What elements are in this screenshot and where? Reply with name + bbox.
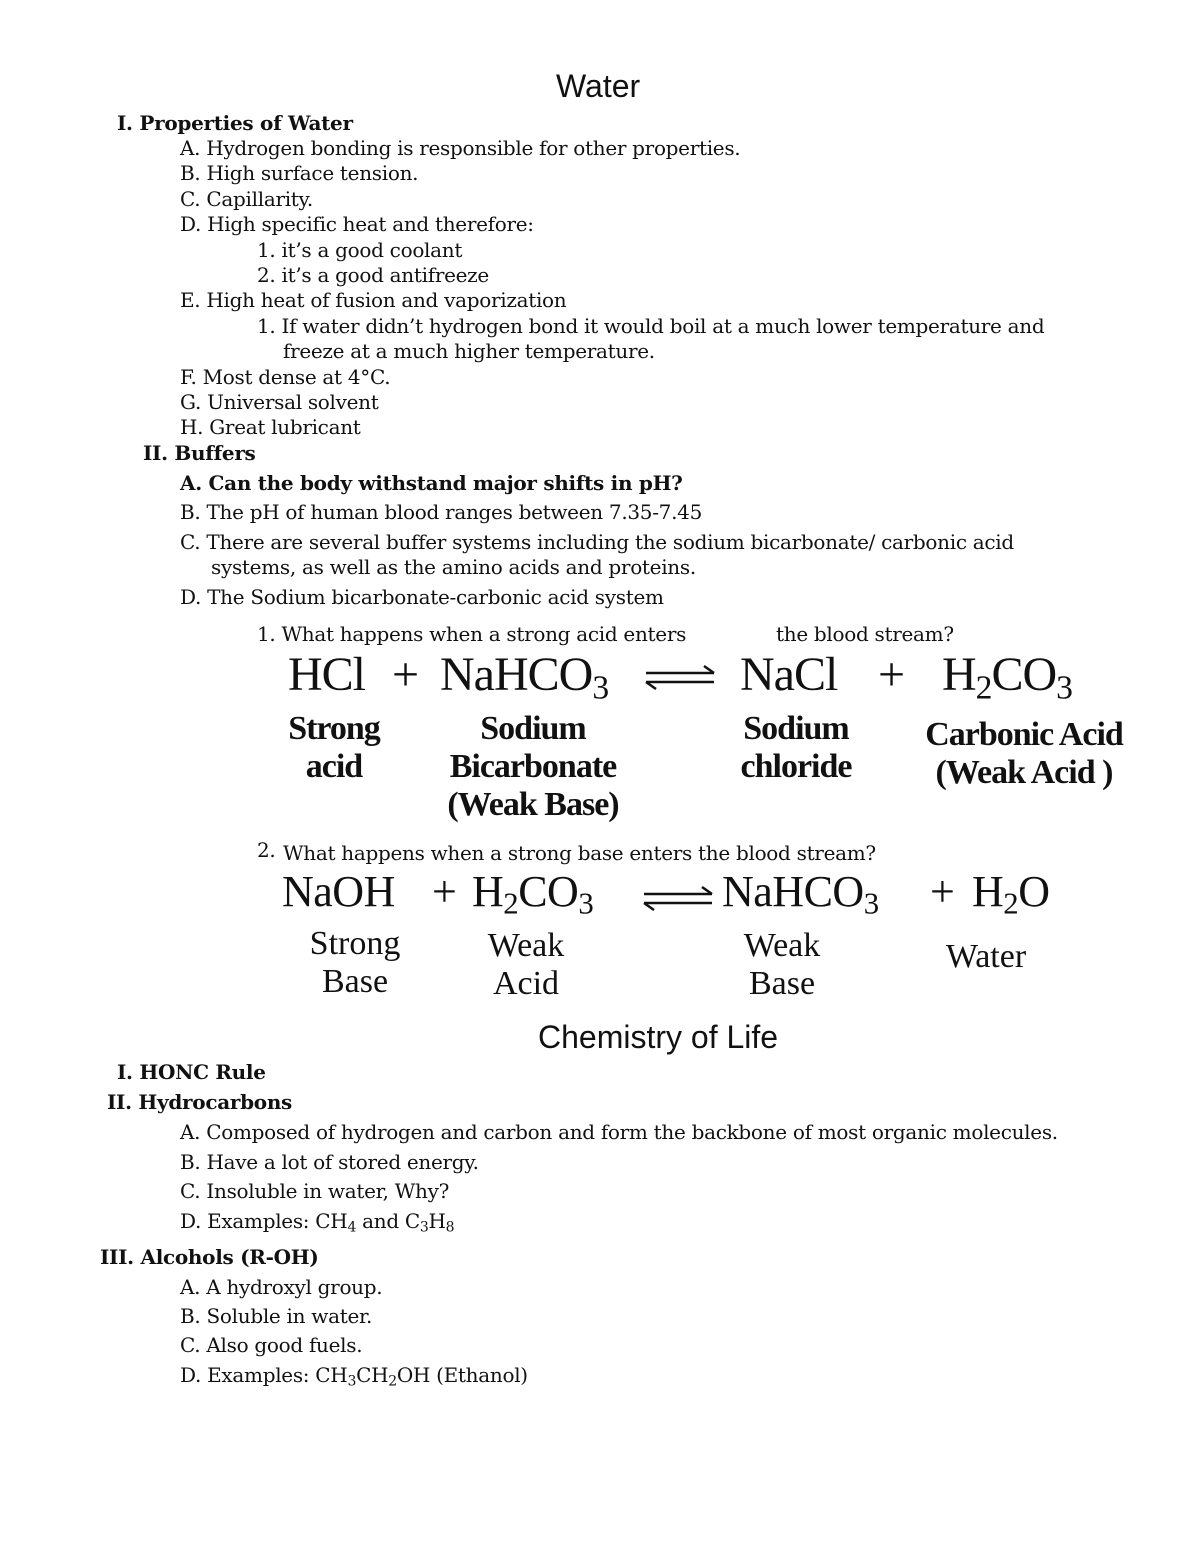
label-weak-acid: Weak Acid	[487, 927, 565, 1002]
equation-plus: +	[392, 648, 419, 701]
question-number: 2.	[257, 838, 276, 862]
list-item: D. The Sodium bicarbonate-carbonic acid system	[180, 585, 664, 609]
question: What happens when a strong base enters the blood stream?	[283, 841, 876, 865]
list-item: 2. it’s a good antifreeze	[257, 263, 489, 287]
section-heading: II. Hydrocarbons	[107, 1090, 293, 1114]
equilibrium-arrow-icon	[642, 885, 714, 911]
list-item: A. Hydrogen bonding is responsible for other properties.	[180, 136, 741, 160]
section-heading: III. Alcohols (R-OH)	[100, 1245, 319, 1269]
list-item: freeze at a much higher temperature.	[283, 339, 655, 363]
equation-product: $H_2CO_3$	[942, 648, 1072, 707]
label-strong-base: Strong Base	[309, 925, 401, 1000]
list-item: D. High specific heat and therefore:	[180, 212, 534, 236]
list-item: G. Universal solvent	[180, 390, 379, 414]
page-title: Water	[556, 68, 641, 104]
label-carbonic-acid: Carbonic Acid (Weak Acid )	[925, 716, 1123, 791]
list-item: F. Most dense at 4°C.	[180, 365, 391, 389]
section-heading: I. Properties of Water	[117, 111, 353, 135]
list-item: systems, as well as the amino acids and proteins.	[211, 555, 696, 579]
equation-reactant: NaHCO$_3$	[440, 648, 609, 707]
question: the blood stream?	[776, 622, 954, 646]
equation-plus: +	[878, 648, 905, 701]
list-item: C. There are several buffer systems including the sodium bicarbonate/ carbonic acid	[180, 530, 1014, 554]
list-item: C. Capillarity.	[180, 187, 313, 211]
equation-reactant: HCl	[288, 648, 366, 701]
list-item: D. Examples: $CH_4$ and $C_3H_8$	[180, 1209, 455, 1236]
question: 1. What happens when a strong acid enters	[257, 622, 687, 646]
list-item: B. The pH of human blood ranges between 7.35-7.45	[180, 500, 703, 524]
equilibrium-arrow-icon	[644, 664, 716, 690]
list-item: 1. If water didn’t hydrogen bond it would boil at a much lower temperature and	[257, 314, 1045, 338]
equation-product: NaCl	[740, 648, 838, 701]
label-sodium-chloride: Sodium chloride	[740, 710, 852, 785]
section-title: Chemistry of Life	[538, 1019, 779, 1055]
equation-product: NaHCO$_3$	[722, 867, 879, 921]
label-strong-acid: Strong acid	[288, 710, 380, 785]
list-item: A. Can the body withstand major shifts in pH?	[180, 471, 683, 495]
equation-reactant: NaOH	[282, 867, 395, 916]
equation-plus: +	[930, 867, 955, 916]
list-item: B. Soluble in water.	[180, 1304, 373, 1328]
list-item: C. Also good fuels.	[180, 1333, 363, 1357]
list-item: E. High heat of fusion and vaporization	[180, 288, 567, 312]
list-item: B. Have a lot of stored energy.	[180, 1150, 479, 1174]
list-item: D. Examples: $CH_3CH_2OH$ (Ethanol)	[180, 1363, 528, 1390]
label-sodium-bicarbonate: Sodium Bicarbonate (Weak Base)	[447, 710, 619, 823]
equation-reactant: $H_2CO_3$	[472, 867, 594, 921]
list-item: A. Composed of hydrogen and carbon and form the backbone of most organic molecules.	[180, 1120, 1058, 1144]
list-item: A. A hydroxyl group.	[180, 1275, 383, 1299]
list-item: C. Insoluble in water, Why?	[180, 1179, 450, 1203]
list-item: 1. it’s a good coolant	[257, 238, 463, 262]
label-water: Water	[945, 938, 1027, 975]
list-item: B. High surface tension.	[180, 161, 419, 185]
section-heading: I. HONC Rule	[117, 1060, 266, 1084]
equation-plus: +	[432, 867, 457, 916]
section-heading: II. Buffers	[143, 441, 256, 465]
list-item: H. Great lubricant	[180, 415, 361, 439]
label-weak-base: Weak Base	[743, 927, 821, 1002]
equation-product: $H_2O$	[972, 867, 1050, 921]
